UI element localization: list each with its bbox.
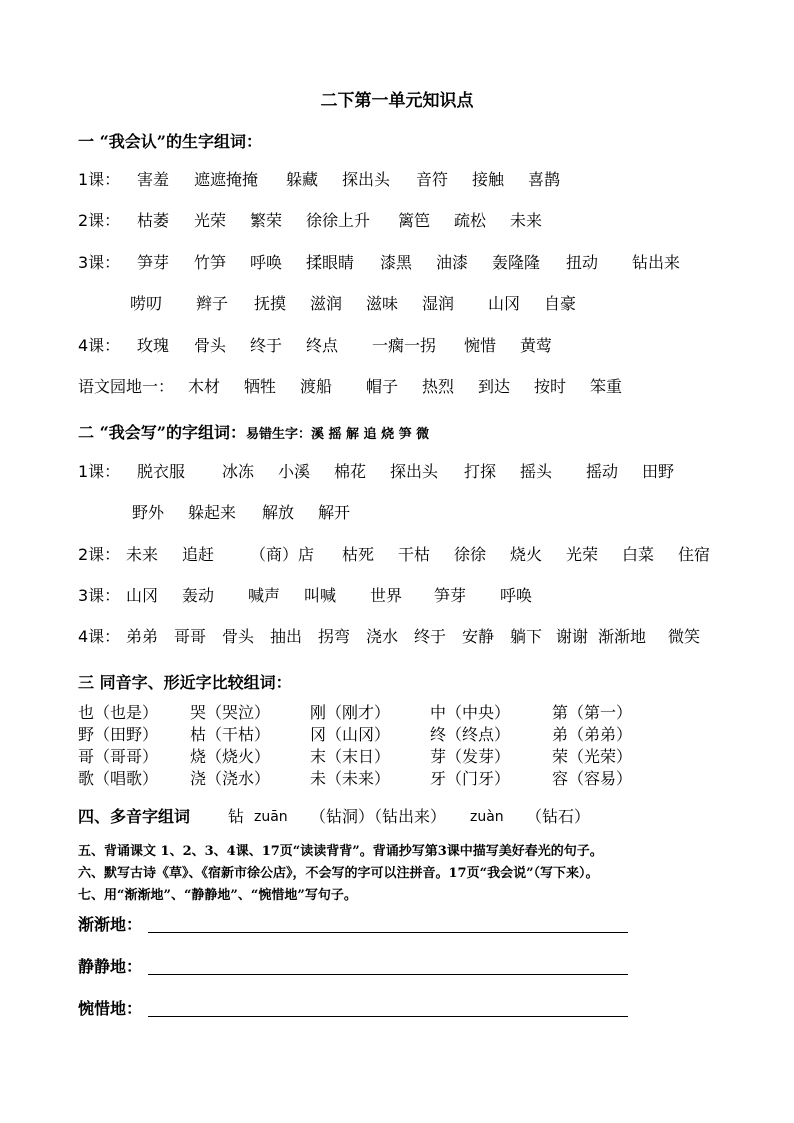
word: （商）店	[250, 545, 315, 564]
word: 钻出来	[632, 253, 681, 272]
compare-item: 芽（发芽）	[430, 747, 511, 766]
compare-item: 烧（烧火）	[190, 747, 271, 766]
section4-heading: 四、多音字组词	[78, 807, 191, 826]
word: 烧火	[510, 545, 543, 564]
word: 牺牲	[244, 377, 277, 396]
row-label: 1课：	[78, 170, 121, 189]
word: 油漆	[436, 253, 469, 272]
compare-column-5	[552, 702, 632, 790]
compare-column-3	[310, 702, 390, 790]
compare-item: 中（中央）	[430, 703, 511, 722]
word: 脱衣服	[137, 462, 186, 481]
word: 遮遮掩掩	[194, 170, 259, 189]
word: 渡船	[300, 377, 333, 396]
word: 疏松	[454, 211, 487, 230]
section2-heading	[78, 420, 429, 443]
word: 徐徐上升	[306, 211, 371, 230]
word: 野外	[132, 503, 165, 522]
word: 热烈	[422, 377, 455, 396]
compare-item: 浇（浇水）	[190, 769, 271, 788]
word: 骨头	[194, 336, 227, 355]
compare-item: 冈（山冈）	[310, 725, 391, 744]
compare-item: 哥（哥哥）	[78, 747, 159, 766]
word: 滋味	[366, 294, 399, 313]
write-label-wanxi: 惋惜地：	[78, 999, 143, 1018]
compare-item: 第（第一）	[552, 703, 633, 722]
word: 摇动	[586, 462, 619, 481]
row-label: 3课：	[78, 253, 121, 272]
word: 谢谢	[556, 627, 589, 646]
word: 枯死	[342, 545, 375, 564]
word: 未来	[510, 211, 543, 230]
word: 笋芽	[137, 253, 170, 272]
word: 棉花	[334, 462, 367, 481]
word: 解开	[318, 503, 351, 522]
note-recite: 五、背诵课文 1、2、3、4课、17页“读读背背”。背诵抄写第3课中描写美好春光的句子。	[78, 844, 603, 859]
word: 自豪	[544, 294, 577, 313]
word: 枯萎	[137, 211, 170, 230]
word: 浇水	[366, 627, 399, 646]
compare-item: 野（田野）	[78, 725, 159, 744]
word: 害羞	[137, 170, 170, 189]
word: 呼唤	[250, 253, 283, 272]
section2-heading-title: 二 “我会写”的字组词：	[78, 423, 246, 442]
word: 躲起来	[188, 503, 237, 522]
word: 光荣	[566, 545, 599, 564]
row-label: 4课：	[78, 627, 121, 646]
word: 解放	[262, 503, 295, 522]
word: 喊声	[248, 586, 281, 605]
word: 到达	[478, 377, 511, 396]
compare-item: 未（未来）	[310, 769, 391, 788]
word: 哥哥	[174, 627, 207, 646]
word: 拐弯	[318, 627, 351, 646]
note-dictation: 六、默写古诗《草》、《宿新市徐公店》，不会写的字可以注拼音。17页“我会说”（写下来）。	[78, 866, 599, 881]
section1-heading: 一 “我会认”的生字组词：	[78, 132, 262, 151]
write-line-jingjing[interactable]	[148, 974, 628, 975]
compare-item: 荣（光荣）	[552, 747, 633, 766]
word: 玫瑰	[137, 336, 170, 355]
section3-heading: 三 同音字、形近字比较组词：	[78, 673, 292, 692]
word: 呼唤	[500, 586, 533, 605]
compare-item: 容（容易）	[552, 769, 633, 788]
word: 光荣	[194, 211, 227, 230]
reading-2: zuàn	[470, 809, 504, 825]
word: 终于	[250, 336, 283, 355]
word: 未来	[126, 545, 159, 564]
word: 笨重	[590, 377, 623, 396]
word: 轰隆隆	[492, 253, 541, 272]
section2-heading-note: 易错生字：溪 摇 解 追 烧 笋 微	[245, 427, 430, 442]
row-label: 语文园地一：	[78, 377, 175, 396]
word: 躲藏	[286, 170, 319, 189]
word: 追赶	[182, 545, 215, 564]
word: 山冈	[488, 294, 521, 313]
compare-item: 枯（干枯）	[190, 725, 271, 744]
word: 木材	[188, 377, 221, 396]
word: 繁荣	[250, 211, 283, 230]
compare-item: 牙（门牙）	[430, 769, 511, 788]
compare-item: 刚（刚才）	[310, 703, 391, 722]
polyphone-char: 钻	[228, 807, 245, 826]
word: 住宿	[678, 545, 711, 564]
word: 终点	[306, 336, 339, 355]
compare-item: 弟（弟弟）	[552, 725, 633, 744]
word: 微笑	[668, 627, 701, 646]
row-label: 4课：	[78, 336, 121, 355]
word: 小溪	[278, 462, 311, 481]
compare-column-4	[430, 702, 510, 790]
word: 叫喊	[304, 586, 337, 605]
compare-item: 歌（唱歌）	[78, 769, 159, 788]
word: 探出头	[342, 170, 391, 189]
reading-1-words: （钻洞）（钻出来）	[310, 807, 447, 826]
word: 辫子	[196, 294, 229, 313]
compare-column-2	[190, 702, 270, 790]
word: 一瘸一拐	[372, 336, 437, 355]
word: 白菜	[622, 545, 655, 564]
reading-1: zuān	[254, 809, 288, 825]
word: 骨头	[222, 627, 255, 646]
word: 探出头	[390, 462, 439, 481]
row-label: 2课：	[78, 545, 121, 564]
row-label: 3课：	[78, 586, 121, 605]
word: 打探	[464, 462, 497, 481]
word: 按时	[534, 377, 567, 396]
word: 徐徐	[454, 545, 487, 564]
word: 篱笆	[398, 211, 431, 230]
word: 轰动	[182, 586, 215, 605]
word: 惋惜	[464, 336, 497, 355]
note-sentences: 七、用“渐渐地”、“静静地”、“惋惜地”写句子。	[78, 888, 357, 903]
word: 世界	[370, 586, 403, 605]
word: 喜鹊	[528, 170, 561, 189]
word: 滋润	[310, 294, 343, 313]
word: 渐渐地	[598, 627, 647, 646]
word: 黄莺	[520, 336, 553, 355]
word: 躺下	[510, 627, 543, 646]
row-label: 1课：	[78, 462, 121, 481]
compare-item: 也（也是）	[78, 703, 159, 722]
word: 唠叨	[130, 294, 163, 313]
word: 终于	[414, 627, 447, 646]
word: 揉眼睛	[306, 253, 355, 272]
word: 田野	[642, 462, 675, 481]
word: 竹笋	[194, 253, 227, 272]
compare-item: 末（末日）	[310, 747, 391, 766]
word: 安静	[462, 627, 495, 646]
write-line-jianjian[interactable]	[148, 932, 628, 933]
word: 抚摸	[254, 294, 287, 313]
compare-item: 终（终点）	[430, 725, 511, 744]
word: 摇头	[520, 462, 553, 481]
reading-2-words: （钻石）	[526, 807, 591, 826]
compare-item: 哭（哭泣）	[190, 703, 271, 722]
word: 抽出	[270, 627, 303, 646]
word: 山冈	[126, 586, 159, 605]
write-label-jingjing: 静静地：	[78, 957, 143, 976]
word: 湿润	[422, 294, 455, 313]
word: 音符	[416, 170, 449, 189]
write-line-wanxi[interactable]	[148, 1016, 628, 1017]
word: 扭动	[566, 253, 599, 272]
word: 冰冻	[222, 462, 255, 481]
write-label-jianjian: 渐渐地：	[78, 915, 143, 934]
compare-column-1	[78, 702, 158, 790]
word: 接触	[472, 170, 505, 189]
page-title: 二下第一单元知识点	[320, 91, 474, 111]
word: 笋芽	[434, 586, 467, 605]
row-label: 2课：	[78, 211, 121, 230]
word: 帽子	[366, 377, 399, 396]
word: 漆黑	[380, 253, 413, 272]
word: 干枯	[398, 545, 431, 564]
word: 弟弟	[126, 627, 159, 646]
